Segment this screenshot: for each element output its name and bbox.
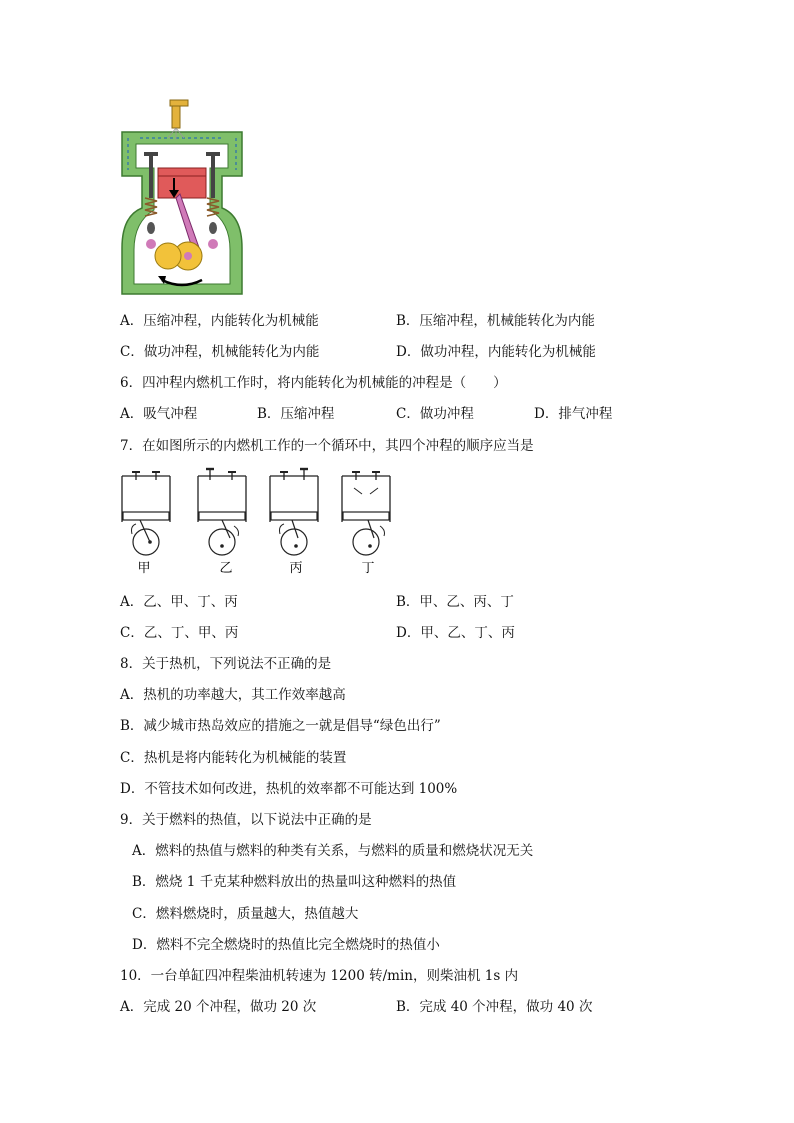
label-ding: 丁 bbox=[361, 561, 375, 576]
q7-stem: 7．在如图所示的内燃机工作的一个循环中，其四个冲程的顺序应当是 bbox=[120, 438, 534, 454]
q10-option-b: B．完成 40 个冲程，做功 40 次 bbox=[396, 999, 593, 1015]
q6-option-b: B．压缩冲程 bbox=[257, 406, 335, 422]
label-jia: 甲 bbox=[137, 561, 151, 576]
q5-option-a: A．压缩冲程，内能转化为机械能 bbox=[120, 313, 319, 329]
q9-stem: 9．关于燃料的热值，以下说法中正确的是 bbox=[120, 812, 372, 828]
q5-option-b: B．压缩冲程，机械能转化为内能 bbox=[396, 313, 595, 329]
q9-option-b: B．燃烧 1 千克某种燃料放出的热量叫这种燃料的热值 bbox=[132, 874, 457, 890]
q10-stem: 10．一台单缸四冲程柴油机转速为 1200 转/min，则柴油机 1s 内 bbox=[120, 968, 519, 984]
q5-option-d: D．做功冲程，内能转化为机械能 bbox=[396, 344, 596, 360]
q9-option-a: A．燃料的热值与燃料的种类有关系，与燃料的质量和燃烧状况无关 bbox=[132, 843, 534, 859]
q8-option-c: C．热机是将内能转化为机械能的装置 bbox=[120, 750, 347, 766]
cylinder-bing bbox=[270, 469, 318, 555]
q7-option-d: D．甲、乙、丁、丙 bbox=[396, 625, 515, 641]
q8-option-b: B．减少城市热岛效应的措施之一就是倡导“绿色出行” bbox=[120, 718, 441, 734]
cylinder-ding bbox=[342, 472, 390, 555]
q6-option-d: D．排气冲程 bbox=[534, 406, 613, 422]
q9-option-d: D．燃料不完全燃烧时的热值比完全燃烧时的热值小 bbox=[132, 937, 440, 953]
q5-option-c: C．做功冲程，机械能转化为内能 bbox=[120, 344, 320, 360]
four-stroke-diagram bbox=[118, 466, 408, 578]
engine-illustration bbox=[118, 98, 246, 304]
q7-option-b: B．甲、乙、丙、丁 bbox=[396, 594, 514, 610]
q8-stem: 8．关于热机，下列说法不正确的是 bbox=[120, 656, 332, 672]
q6-stem: 6．四冲程内燃机工作时，将内能转化为机械能的冲程是（ ） bbox=[120, 375, 507, 391]
label-bing: 丙 bbox=[289, 561, 303, 576]
q6-option-a: A．吸气冲程 bbox=[120, 406, 198, 422]
cylinder-yi bbox=[198, 469, 246, 555]
cylinder-jia bbox=[122, 472, 170, 555]
q10-option-a: A．完成 20 个冲程，做功 20 次 bbox=[120, 999, 317, 1015]
label-yi: 乙 bbox=[219, 561, 233, 576]
q7-option-a: A．乙、甲、丁、丙 bbox=[120, 594, 238, 610]
q6-option-c: C．做功冲程 bbox=[396, 406, 474, 422]
q7-option-c: C．乙、丁、甲、丙 bbox=[120, 625, 239, 641]
q8-option-d: D．不管技术如何改进，热机的效率都不可能达到 100% bbox=[120, 781, 458, 797]
q8-option-a: A．热机的功率越大，其工作效率越高 bbox=[120, 687, 346, 703]
q9-option-c: C．燃料燃烧时，质量越大，热值越大 bbox=[132, 906, 359, 922]
